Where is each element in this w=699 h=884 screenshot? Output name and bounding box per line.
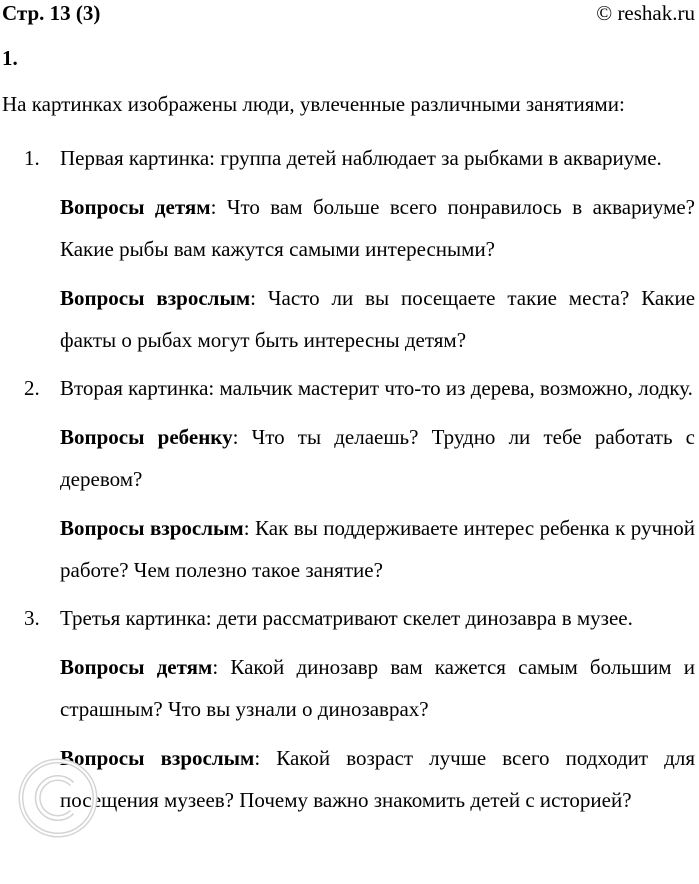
list-marker: 3. [24, 606, 40, 630]
task-number: 1. [2, 46, 18, 70]
questions-label: Вопросы детям [60, 195, 211, 219]
questions-label: Вопросы ребенку [60, 425, 233, 449]
list-item [0, 367, 695, 591]
page-number: Стр. 13 (3) [2, 1, 101, 25]
questions-paragraph [60, 186, 695, 270]
questions-text: : Какой возраст лучше всего подходит для посещения музеев? Почему важно знакомить детей с историей? [60, 746, 695, 812]
list-marker: 2. [24, 376, 40, 400]
page-header [2, 1, 695, 25]
questions-text: : Часто ли вы посещаете такие места? Какие факты о рыбах могут быть интересны детям? [60, 286, 696, 352]
questions-label: Вопросы детям [60, 655, 213, 679]
copyright: © reshak.ru [596, 1, 695, 25]
questions-text: : Как вы поддерживаете интерес ребенка к ручной работе? Чем полезно такое занятие? [60, 516, 696, 582]
intro-text: На картинках изображены люди, увлеченные различными занятиями: [2, 92, 625, 116]
questions-text: : Что ты делаешь? Трудно ли тебе работать с деревом? [60, 425, 695, 491]
picture-description: Вторая картинка: мальчик мастерит что-то из дерева, возможно, лодку. [60, 376, 693, 400]
questions-paragraph [60, 277, 695, 361]
questions-text: : Что вам больше всего понравилось в аквариуме? Какие рыбы вам кажутся самыми интересными? [60, 195, 695, 261]
questions-paragraph [60, 416, 695, 500]
answer-list [0, 137, 695, 821]
list-item [0, 597, 695, 821]
questions-paragraph [60, 507, 695, 591]
questions-paragraph [60, 737, 695, 821]
questions-label: Вопросы взрослым [60, 746, 255, 770]
picture-description: Первая картинка: группа детей наблюдает за рыбками в аквариуме. [60, 146, 662, 170]
list-item [0, 137, 695, 361]
list-marker: 1. [24, 146, 40, 170]
questions-paragraph [60, 646, 695, 730]
picture-description: Третья картинка: дети рассматривают скелет динозавра в музее. [60, 606, 633, 630]
questions-text: : Какой динозавр вам кажется самым большим и страшным? Что вы узнали о динозаврах? [60, 655, 696, 721]
questions-label: Вопросы взрослым [60, 516, 244, 540]
questions-label: Вопросы взрослым [60, 286, 251, 310]
